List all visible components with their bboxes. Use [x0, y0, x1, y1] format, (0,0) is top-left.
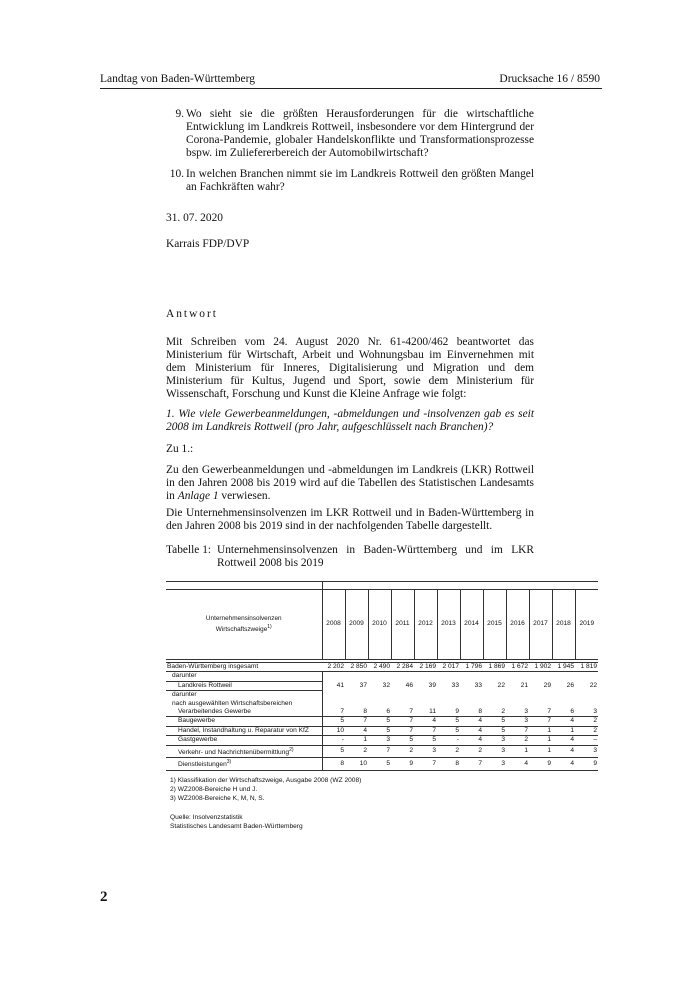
cell: 2: [437, 745, 460, 758]
cell: 1: [529, 726, 552, 735]
question-number: 9.: [175, 108, 184, 120]
cell: 6: [570, 708, 574, 716]
cell: 1 796: [460, 663, 483, 672]
row-label-text: Dienstleistungen: [178, 761, 227, 769]
cell: 7: [460, 758, 483, 771]
paragraph-anlage-pre: Zu den Gewerbeanmeldungen und -abmeldungen im Landkreis (LKR) Rottweil in den Jahren 2008 bis 2019 wird auf die Tabellen des Statistischen Landesamts in: [166, 464, 534, 503]
cell: 8: [363, 708, 367, 716]
row-label-text: Verkehr- und Nachrichtenübermittlung: [178, 748, 290, 756]
row-label-text: Verarbeitendes Gewerbe: [178, 708, 251, 716]
table-row-bw: [166, 663, 598, 672]
insolvency-table: [166, 581, 598, 771]
cell: 1: [529, 745, 552, 758]
row-label-text: Gastgewerbe: [178, 736, 218, 744]
cell: 1 869: [483, 663, 506, 672]
row-label: Baden-Württemberg insgesamt: [166, 663, 322, 672]
cell: -: [437, 736, 460, 745]
cell: 5: [322, 745, 345, 758]
anlage-link: Anlage 1: [177, 490, 219, 503]
cell: 9: [455, 708, 459, 716]
cell: 4: [506, 758, 529, 771]
row-label: [166, 708, 322, 717]
header-line2: [167, 623, 321, 634]
cell: 1 945: [552, 663, 575, 672]
cell: 7: [547, 708, 551, 716]
cell: 4: [345, 726, 368, 735]
header-right: Drucksache 16 / 8590: [499, 73, 600, 85]
cell: 33: [474, 681, 482, 689]
author: Karrais FDP/DVP: [166, 238, 250, 250]
cell: 7: [506, 726, 529, 735]
cell: 2 169: [414, 663, 437, 672]
cell: 1 672: [506, 663, 529, 672]
cell: 7: [368, 745, 391, 758]
table-top-row: [166, 582, 598, 590]
year-header: 2015: [483, 590, 506, 660]
year-header: 2016: [506, 590, 529, 660]
row-label-text: Handel, Instandhaltung u. Reparatur von KfZ: [178, 726, 309, 734]
row-label: darunter: [166, 672, 322, 681]
paragraph-anlage-post: verwiesen.: [221, 490, 271, 503]
cell: 3: [414, 745, 437, 758]
table-row-darunter: [166, 691, 598, 700]
cell: 2: [345, 745, 368, 758]
cell: 4: [460, 717, 483, 726]
question-number: 10.: [169, 168, 184, 180]
question-1: 1. Wie viele Gewerbeanmeldungen, -abmeldungen und -insolvenzen gab es seit 2008 im Landkreis Rottweil (pro Jahr, aufgeschlüsselt nach Branchen)?: [166, 408, 534, 434]
cell: 1: [529, 736, 552, 745]
cell: 3: [524, 708, 528, 716]
header-footnote-ref: 1): [267, 624, 272, 631]
cell: 2 017: [437, 663, 460, 672]
year-header: 2013: [437, 590, 460, 660]
question-9: [166, 108, 534, 163]
cell: 2: [575, 717, 598, 726]
cell: 2: [506, 736, 529, 745]
cell: 1: [506, 745, 529, 758]
cell: 32: [382, 681, 390, 689]
footnote: 1) Klassifikation der Wirtschaftszweige, Ausgabe 2008 (WZ 2008): [170, 777, 362, 784]
year-header: 2018: [552, 590, 575, 660]
footnote: 3) WZ2008-Bereiche K, M, N, S.: [170, 795, 265, 802]
cell: 37: [359, 681, 367, 689]
cell: 2: [575, 726, 598, 735]
table-caption-text: Unternehmensinsolvenzen in Baden-Württemberg und im LKR Rottweil 2008 bis 2019: [217, 544, 534, 570]
cell: 3: [368, 736, 391, 745]
year-header: 2019: [575, 590, 598, 660]
cell: 8: [478, 708, 482, 716]
cell: 5: [322, 717, 345, 726]
table-row-rottweil: [166, 681, 598, 690]
question-text: Wo sieht sie die größten Herausforderungen für die wirtschaftliche Entwicklung im Landkreis Rottweil, insbesondere vor dem Hintergrund der Corona-Pandemie, globaler Handelskonflikte und Transformationsprozesse bspw. im Zuliefererbereich der Automobilwirtschaft?: [186, 108, 534, 160]
cell: 4: [552, 745, 575, 758]
cell: 10: [345, 758, 368, 771]
cell: 7: [414, 758, 437, 771]
table-caption: [166, 544, 534, 572]
year-header: 2014: [460, 590, 483, 660]
cell: 2: [391, 745, 414, 758]
year-header: 2017: [529, 590, 552, 660]
cell: 3: [506, 717, 529, 726]
cell: –: [575, 736, 598, 745]
zu-1: Zu 1.:: [166, 443, 194, 455]
question-text: In welchen Branchen nimmt sie im Landkreis Rottweil den größten Mangel an Fachkräften wahr?: [186, 168, 534, 194]
table-row: [166, 708, 598, 717]
table-caption-label: Tabelle 1:: [166, 544, 212, 556]
year-header: 2009: [345, 590, 368, 660]
cell: 2 202: [322, 663, 345, 672]
cell: 2 284: [391, 663, 414, 672]
cell: 9: [575, 758, 598, 771]
year-header: 2010: [368, 590, 391, 660]
row-footnote-ref: 3): [226, 759, 232, 766]
cell: 1: [552, 726, 575, 735]
row-label-text: Baugewerbe: [178, 717, 216, 725]
cell: 1 819: [575, 663, 598, 672]
cell: 29: [543, 681, 551, 689]
cell: 7: [322, 708, 345, 717]
cell: 3: [483, 745, 506, 758]
year-header: 2012: [414, 590, 437, 660]
table-row: [166, 717, 598, 726]
date: 31. 07. 2020: [166, 212, 223, 224]
cell: 5: [483, 726, 506, 735]
year-header: 2008: [322, 590, 345, 660]
cell: 9: [391, 758, 414, 771]
cell: 7: [391, 717, 414, 726]
cell: 9: [529, 758, 552, 771]
row-label: [166, 736, 322, 745]
cell: 7: [391, 726, 414, 735]
paragraph-insolvenzen: Die Unternehmensinsolvenzen im LKR Rottweil und in Baden-Württemberg in den Jahren 2008 bis 2019 sind in der nachfolgenden Tabelle dargestellt.: [166, 507, 534, 533]
cell: 4: [460, 736, 483, 745]
header-line1: Unternehmensinsolvenzen: [205, 615, 282, 623]
year-header: 2011: [391, 590, 414, 660]
source-label: Quelle: Insolvenzstatistik: [170, 814, 243, 821]
row-label: [166, 758, 322, 771]
cell: 5: [368, 726, 391, 735]
row-footnote-ref: 2): [289, 746, 294, 753]
source-org: Statistisches Landesamt Baden-Württemberg: [170, 823, 303, 830]
cell: 3: [483, 758, 506, 771]
cell: 33: [451, 681, 459, 689]
cell: 3: [593, 708, 598, 716]
cell: 3: [575, 745, 598, 758]
header-rule: [100, 88, 602, 89]
cell: 8: [322, 758, 345, 771]
header-line2-text: Wirtschaftszweige: [215, 626, 268, 634]
footnote: 2) WZ2008-Bereiche H und J.: [170, 786, 258, 793]
row-label: [166, 717, 322, 726]
cell: 5: [368, 717, 391, 726]
cell: 6: [386, 708, 390, 716]
cell: 39: [428, 681, 436, 689]
table-row: [166, 726, 598, 735]
table-row: [166, 745, 598, 758]
row-label: darunter: [172, 691, 197, 699]
header-left: Landtag von Baden-Württemberg: [100, 73, 255, 85]
cell: 2: [501, 708, 505, 716]
cell: 4: [460, 726, 483, 735]
cell: 46: [405, 681, 413, 689]
cell: 21: [520, 681, 528, 689]
cell: 7: [414, 726, 437, 735]
cell: 4: [552, 736, 575, 745]
row-label: Landkreis Rottweil: [166, 681, 322, 690]
cell: 2: [460, 745, 483, 758]
cell: 7: [409, 708, 413, 716]
answer-heading: Antwort: [166, 308, 218, 320]
paragraph-anlage: [166, 464, 534, 503]
cell: 5: [391, 736, 414, 745]
cell: 5: [437, 726, 460, 735]
footnotes: [170, 776, 361, 803]
page-number: 2: [100, 889, 108, 905]
cell: 1 902: [529, 663, 552, 672]
cell: 10: [322, 726, 345, 735]
cell: 7: [529, 717, 552, 726]
cell: 5: [414, 736, 437, 745]
cell: 4: [414, 717, 437, 726]
cell: 7: [345, 717, 368, 726]
row-label: nach ausgewählten Wirtschaftsbereichen: [172, 699, 293, 707]
cell: 5: [437, 717, 460, 726]
cell: 5: [368, 758, 391, 771]
cell: 11: [429, 708, 436, 716]
cell: 22: [589, 681, 598, 689]
row-label: [166, 726, 322, 735]
question-10: [166, 168, 534, 196]
cell: 22: [497, 681, 505, 689]
cell: 2 490: [368, 663, 391, 672]
cell: 26: [566, 681, 574, 689]
header-cell: [166, 590, 322, 660]
cell: 41: [322, 681, 345, 690]
cell: 2 850: [345, 663, 368, 672]
cell: 3: [483, 736, 506, 745]
cell: 1: [345, 736, 368, 745]
table-row: [166, 758, 598, 771]
cell: -: [322, 736, 345, 745]
cell: 8: [437, 758, 460, 771]
answer-intro: Mit Schreiben vom 24. August 2020 Nr. 61-4200/462 beantwortet das Ministerium für Wirtschaft, Arbeit und Wohnungsbau im Einvernehmen mit dem Ministerium für Inneres, Digitalisierung und Migration und dem Ministerium für Kultus, Jugend und Sport, sowie dem Ministerium für Wissenschaft, Forschung und Kunst die Kleine Anfrage wie folgt:: [166, 336, 534, 401]
table-row: [166, 736, 598, 745]
cell: 5: [483, 717, 506, 726]
cell: 4: [552, 717, 575, 726]
source: [170, 813, 303, 831]
table-row-nach: [166, 700, 598, 708]
table-header-row: [166, 590, 598, 660]
row-label: [166, 745, 322, 758]
cell: 4: [552, 758, 575, 771]
table-row-darunter: [166, 672, 598, 681]
